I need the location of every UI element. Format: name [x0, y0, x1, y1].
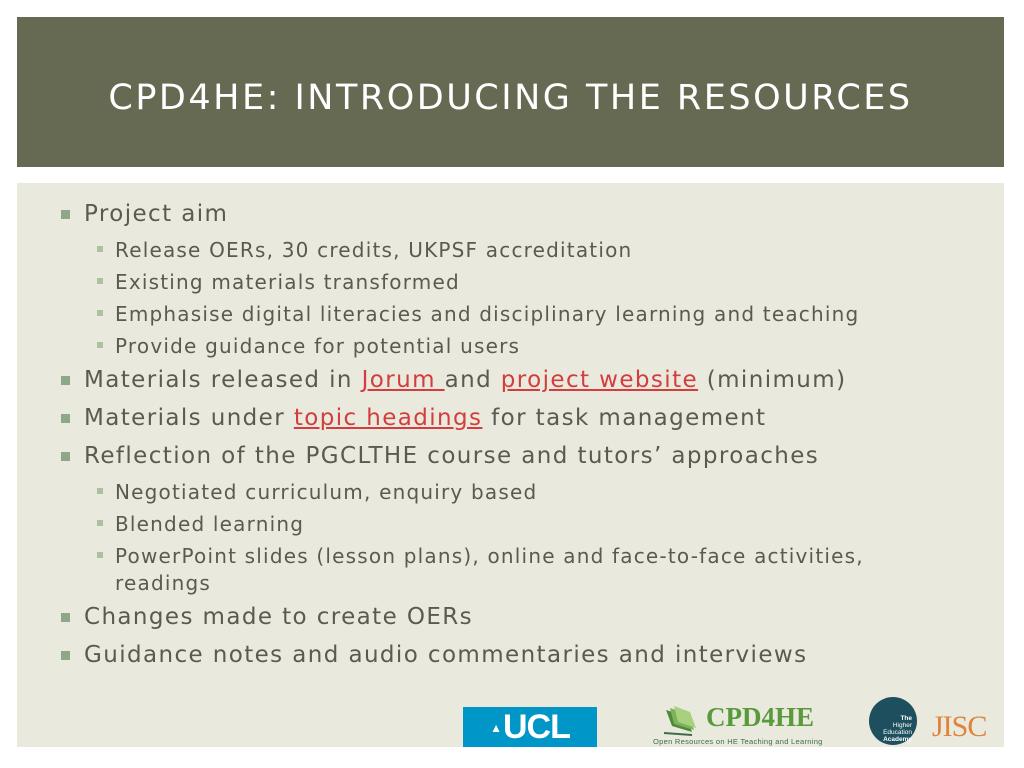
sub-bullet-marker — [97, 246, 103, 252]
sub-bullet-text: Existing materials transformed — [115, 270, 460, 294]
title-bar — [17, 17, 1004, 167]
sub-bullet-text: Negotiated curriculum, enquiry based — [115, 480, 538, 504]
ucl-dome-icon: ▲ — [490, 721, 501, 735]
topic-headings-link[interactable]: topic headings — [293, 405, 483, 431]
bullet-marker — [61, 613, 70, 622]
bullet-text-pre: Materials released in — [84, 367, 362, 393]
sub-bullet-marker — [97, 552, 103, 558]
bullet-text: Changes made to create OERs — [84, 604, 474, 630]
jisc-logo: JISC — [932, 710, 987, 743]
sub-bullet-marker — [97, 278, 103, 284]
bullet-text: Reflection of the PGCLTHE course and tutors’ approaches — [84, 443, 820, 469]
sub-bullet-text: Release OERs, 30 credits, UKPSF accreditation — [115, 238, 633, 262]
bullet-text-pre: Materials under — [84, 405, 294, 431]
jorum-link[interactable]: Jorum — [361, 367, 445, 393]
slide-title: CPD4HE: INTRODUCING THE RESOURCES — [108, 78, 913, 118]
sub-bullet-marker — [97, 342, 103, 348]
sub-bullet-text: Emphasise digital literacies and disciplinary learning and teaching — [115, 302, 860, 326]
bullet-marker — [61, 210, 70, 219]
bullet-text-mid: and — [444, 367, 501, 393]
bullet-text: Project aim — [84, 201, 229, 227]
cpd4he-tagline: Open Resources on HE Teaching and Learning — [653, 737, 823, 746]
sub-bullet-marker — [97, 488, 103, 494]
sub-bullet-release-oers — [17, 237, 955, 264]
bullet-materials-under — [17, 403, 955, 434]
sub-bullet-digital-literacies — [17, 301, 955, 328]
hea-line: Education — [883, 729, 912, 736]
bullet-guidance-notes — [17, 640, 955, 671]
hea-line: Higher — [892, 722, 912, 729]
hea-line: The — [900, 715, 912, 722]
sub-bullet-guidance — [17, 333, 955, 360]
cpd4he-logo-text: CPD4HE — [706, 702, 814, 732]
sub-bullet-powerpoint — [17, 543, 955, 597]
bullet-marker — [61, 376, 70, 385]
sub-bullet-marker — [97, 520, 103, 526]
sub-bullet-blended — [17, 511, 955, 538]
sub-bullet-text: PowerPoint slides (lesson plans), online and face-to-face activities, readings — [115, 544, 864, 595]
bullet-reflection — [17, 441, 955, 472]
sub-bullet-negotiated — [17, 479, 955, 506]
sub-bullet-marker — [97, 310, 103, 316]
bullet-materials-released — [17, 365, 955, 396]
ucl-logo-text: UCL — [503, 708, 570, 746]
bullet-text-post: (minimum) — [698, 367, 847, 393]
content-area — [17, 183, 1004, 747]
sub-bullet-text: Provide guidance for potential users — [115, 334, 521, 358]
sub-bullet-text: Blended learning — [115, 512, 305, 536]
hea-line: Academy — [883, 736, 912, 743]
bullet-marker — [61, 452, 70, 461]
sub-bullet-existing-materials — [17, 269, 955, 296]
bullet-text: Guidance notes and audio commentaries and interviews — [84, 642, 808, 668]
bullet-project-aim — [17, 199, 955, 230]
bullet-text-post: for task management — [482, 405, 767, 431]
bullet-list — [17, 199, 955, 678]
bullet-marker — [61, 414, 70, 423]
bullet-marker — [61, 651, 70, 660]
bullet-changes — [17, 602, 955, 633]
project-website-link[interactable]: project website — [500, 367, 699, 393]
